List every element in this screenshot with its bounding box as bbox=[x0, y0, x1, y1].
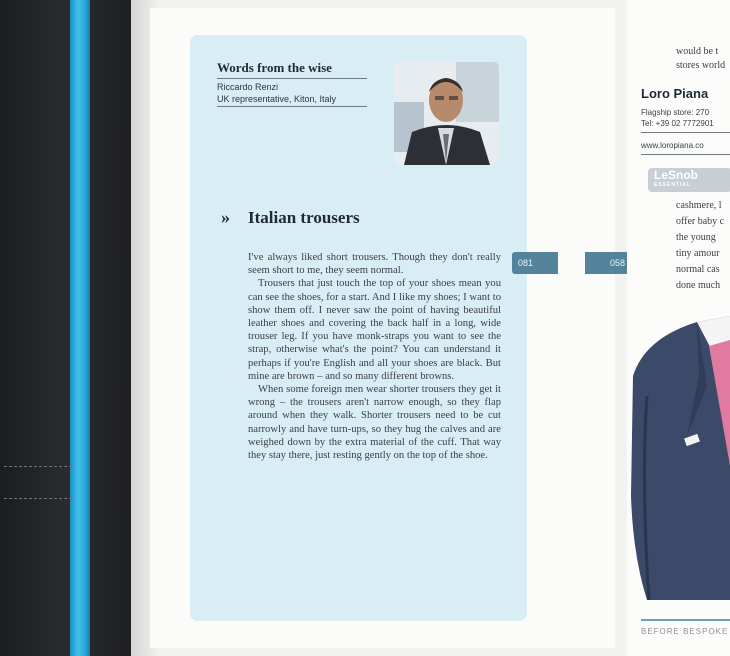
article-paragraph: Trousers that just touch the top of your shoes mean you can see the shoes, for a start. And I like my shoes; I want to show them off. I never saw the point of having beautiful leather shoes and covering the back half in a long, wide trouser leg. If you have monk-straps you want to see the strap, otherwise what's the point? You can understand it perhaps if you're English and all your shoes are black. But mine are brown – and so many different browns. bbox=[248, 278, 501, 382]
suit-illustration bbox=[627, 316, 730, 606]
brand-name: Loro Piana bbox=[641, 86, 709, 101]
running-footer: BEFORE BESPOKE bbox=[641, 627, 729, 636]
footer-rule bbox=[641, 619, 730, 621]
right-text-line: normal cas bbox=[676, 264, 720, 275]
badge-sub-text: ESSENTIAL bbox=[654, 182, 692, 188]
store-line: Flagship store: 270 bbox=[641, 108, 710, 117]
lesnob-essential-badge bbox=[648, 168, 730, 192]
section-marker: » bbox=[221, 207, 230, 227]
right-text-line: done much bbox=[676, 280, 721, 291]
tel-line: Tel: +39 02 7772901 bbox=[641, 119, 714, 128]
elastic-band bbox=[70, 0, 90, 656]
page-tab-left: 081 bbox=[512, 252, 558, 274]
stitch-line bbox=[4, 466, 72, 467]
web-line: www.loropiana.co bbox=[641, 141, 704, 150]
divider bbox=[641, 132, 730, 133]
article-body bbox=[248, 251, 501, 462]
divider bbox=[641, 154, 730, 155]
article-heading: Italian trousers bbox=[248, 208, 360, 227]
person-name: Riccardo Renzi bbox=[217, 82, 279, 92]
right-text-line: the young bbox=[676, 232, 716, 243]
right-text-line: tiny amour bbox=[676, 248, 720, 259]
right-text-line: stores world bbox=[676, 60, 726, 71]
portrait-photo bbox=[394, 62, 499, 165]
person-role: UK representative, Kiton, Italy bbox=[217, 94, 367, 107]
right-text-line: would be t bbox=[676, 46, 719, 57]
page-tab-right: 058 bbox=[585, 252, 629, 274]
sidebar-box-title: Words from the wise bbox=[217, 60, 367, 79]
stitch-line bbox=[4, 498, 72, 499]
article-paragraph: When some foreign men wear shorter trousers they get it wrong – the trousers aren't narrow enough, so they flap around when they walk. Shorter trousers need to be cut narrowly and have turn-ups, so they hug the calves and are weighed down by the extra material of the cuff. That way they stay there, just resting gently on the top of the shoe. bbox=[248, 384, 501, 462]
right-text-line: cashmere, l bbox=[676, 200, 722, 211]
article-paragraph: I've always liked short trousers. Though they don't really seem short to me, they seem normal. bbox=[248, 252, 501, 277]
notebook-cover bbox=[0, 0, 131, 656]
badge-main-text: LeSnob bbox=[654, 168, 698, 182]
right-text-line: offer baby c bbox=[676, 216, 725, 227]
